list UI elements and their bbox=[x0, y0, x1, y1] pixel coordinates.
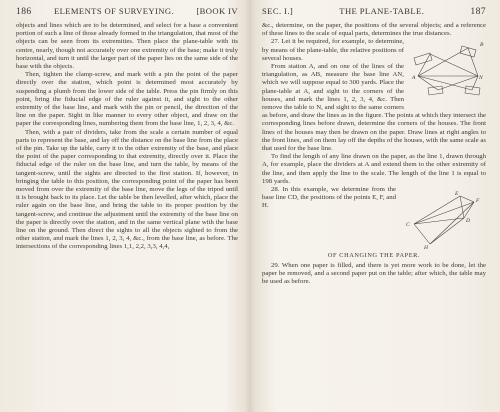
left-book-tag: [BOOK IV bbox=[196, 6, 238, 16]
right-paragraph-27b: From station A, and on one of the lines of the triangulation, as AB, measure the base line AN, which we will suppose equal to 300 yards. Place the plane-table at A, and sight to the corners of the houses, and mark the lines 1, 2, 3, 4, &c. Then remove the table to N, and sight to the same corners as before, and draw the lines as in the figure. The points at which they intersect the corresponding lines before drawn, determine the corners of the houses. The front lines of the houses may then be drawn on the paper. Draw lines at right angles to the front lines, and on them lay off the depths of the houses, with the same scale as that used for the base line. bbox=[262, 63, 486, 153]
figure2-label-c: C bbox=[406, 222, 410, 229]
right-section-tag: SEC. I.] bbox=[262, 6, 294, 16]
figure2-label-f: F bbox=[476, 198, 480, 205]
points-figure bbox=[400, 188, 486, 250]
left-paragraph-3: Then, with a pair of dividers, take from the scale a certain number of equal parts to represent the base, and lay off the distance on the base line from the place of the pin. Take up the table, carry it to the other extremity of the base, and place the point of the paper corresponding to that extremity, directly over it. Place the fiducial edge of the ruler on the base line, and turn the table, by means of the tangent-screw, until the sights are directed to the first station. If, however, in bringing the table to this position, the corresponding point of the paper has been moved from over the extremity of the base line, move the legs of the tripod until it is brought back to its place. Let the table be then levelled, after which, place the ruler again on the base line, and bring the table to its proper position by the tangent-screw, and continue the adjustment until the extremity of the base line on the paper is directly over the station, and in the same vertical plane with the base line on the ground. Then direct the sights to all the objects sighted to from the other station, and mark the lines 1, 2, 3, 4, &c., from the base line, as before. The intersections of the corresponding lines 1,1, 2,2, 3,3, 4,4, bbox=[16, 128, 238, 251]
left-paragraph-1: objects and lines which are to be determined, and select for a base a convenient portion of such a line of those already formed in the triangulation, that most of the objects can be seen from its extremities. Then place the plane-table with its centre, nearly, though not accurately over one extremity of the base; make it truly horizontal, and turn it until the larger part of the paper lies on the same side of the base with the objects. bbox=[16, 22, 238, 71]
points-diagram bbox=[400, 188, 486, 250]
houses-diagram bbox=[408, 40, 486, 106]
right-page-number: 187 bbox=[470, 6, 486, 17]
left-paragraph-2: Then, tighten the clamp-screw, and mark with a pin the point of the paper directly over the station, which point is determined most accurately by suspending a plumb from the lower side of the table. Press the pin firmly on this point, bring the fiducial edge of the ruler against it, and sight to the other extremity of the base line, and mark with the pin or pencil, the direction of the line on the paper. Sight in like manner to every other object, and draw on the paper the corresponding lines, numbering them from the base line, 1, 2, 3, 4, &c. bbox=[16, 71, 238, 128]
figure1-label-a: A bbox=[412, 75, 416, 82]
right-page bbox=[252, 0, 500, 412]
right-paragraph-29: 29. When one paper is filled, and there is yet more work to be done, let the paper be removed, and a second paper put on the table; after which, the table may be used as before. bbox=[262, 262, 486, 286]
section-heading: OF CHANGING THE PAPER. bbox=[327, 252, 421, 260]
left-page-number: 186 bbox=[16, 6, 32, 17]
right-running-head: THE PLANE-TABLE. bbox=[339, 6, 425, 16]
left-page-header bbox=[16, 6, 238, 17]
figure2-label-e: E bbox=[455, 191, 459, 198]
houses-figure bbox=[408, 40, 486, 106]
right-paragraph-27c: To find the length of any line drawn on the paper, as the line 1, drawn through A, for example, place the dividers at A and extend them to the other extremity of the line, and then apply the line to the scale. The length of the line 1 is equal to 198 yards. bbox=[262, 153, 486, 185]
right-intro-paragraph: &c., determine, on the paper, the positions of the several objects; and a reference of these lines to the scale of equal parts, determines the true distances. bbox=[262, 22, 486, 38]
left-page bbox=[0, 0, 248, 412]
right-paragraph-27: 27. Let it be required, for example, to determine, by means of the plane-table, the relative positions of several houses. bbox=[262, 38, 404, 62]
right-page-header bbox=[262, 6, 486, 17]
figure2-label-h: H bbox=[424, 245, 428, 251]
left-running-head: ELEMENTS OF SURVEYING. bbox=[53, 6, 175, 16]
right-paragraph-28: 28. In this example, we determine from the base line CD, the positions of the points E, F, and H. bbox=[262, 186, 396, 210]
figure1-label-n: N bbox=[479, 75, 483, 82]
figure1-label-b: B bbox=[480, 42, 484, 49]
figure2-label-d: D bbox=[466, 218, 470, 225]
